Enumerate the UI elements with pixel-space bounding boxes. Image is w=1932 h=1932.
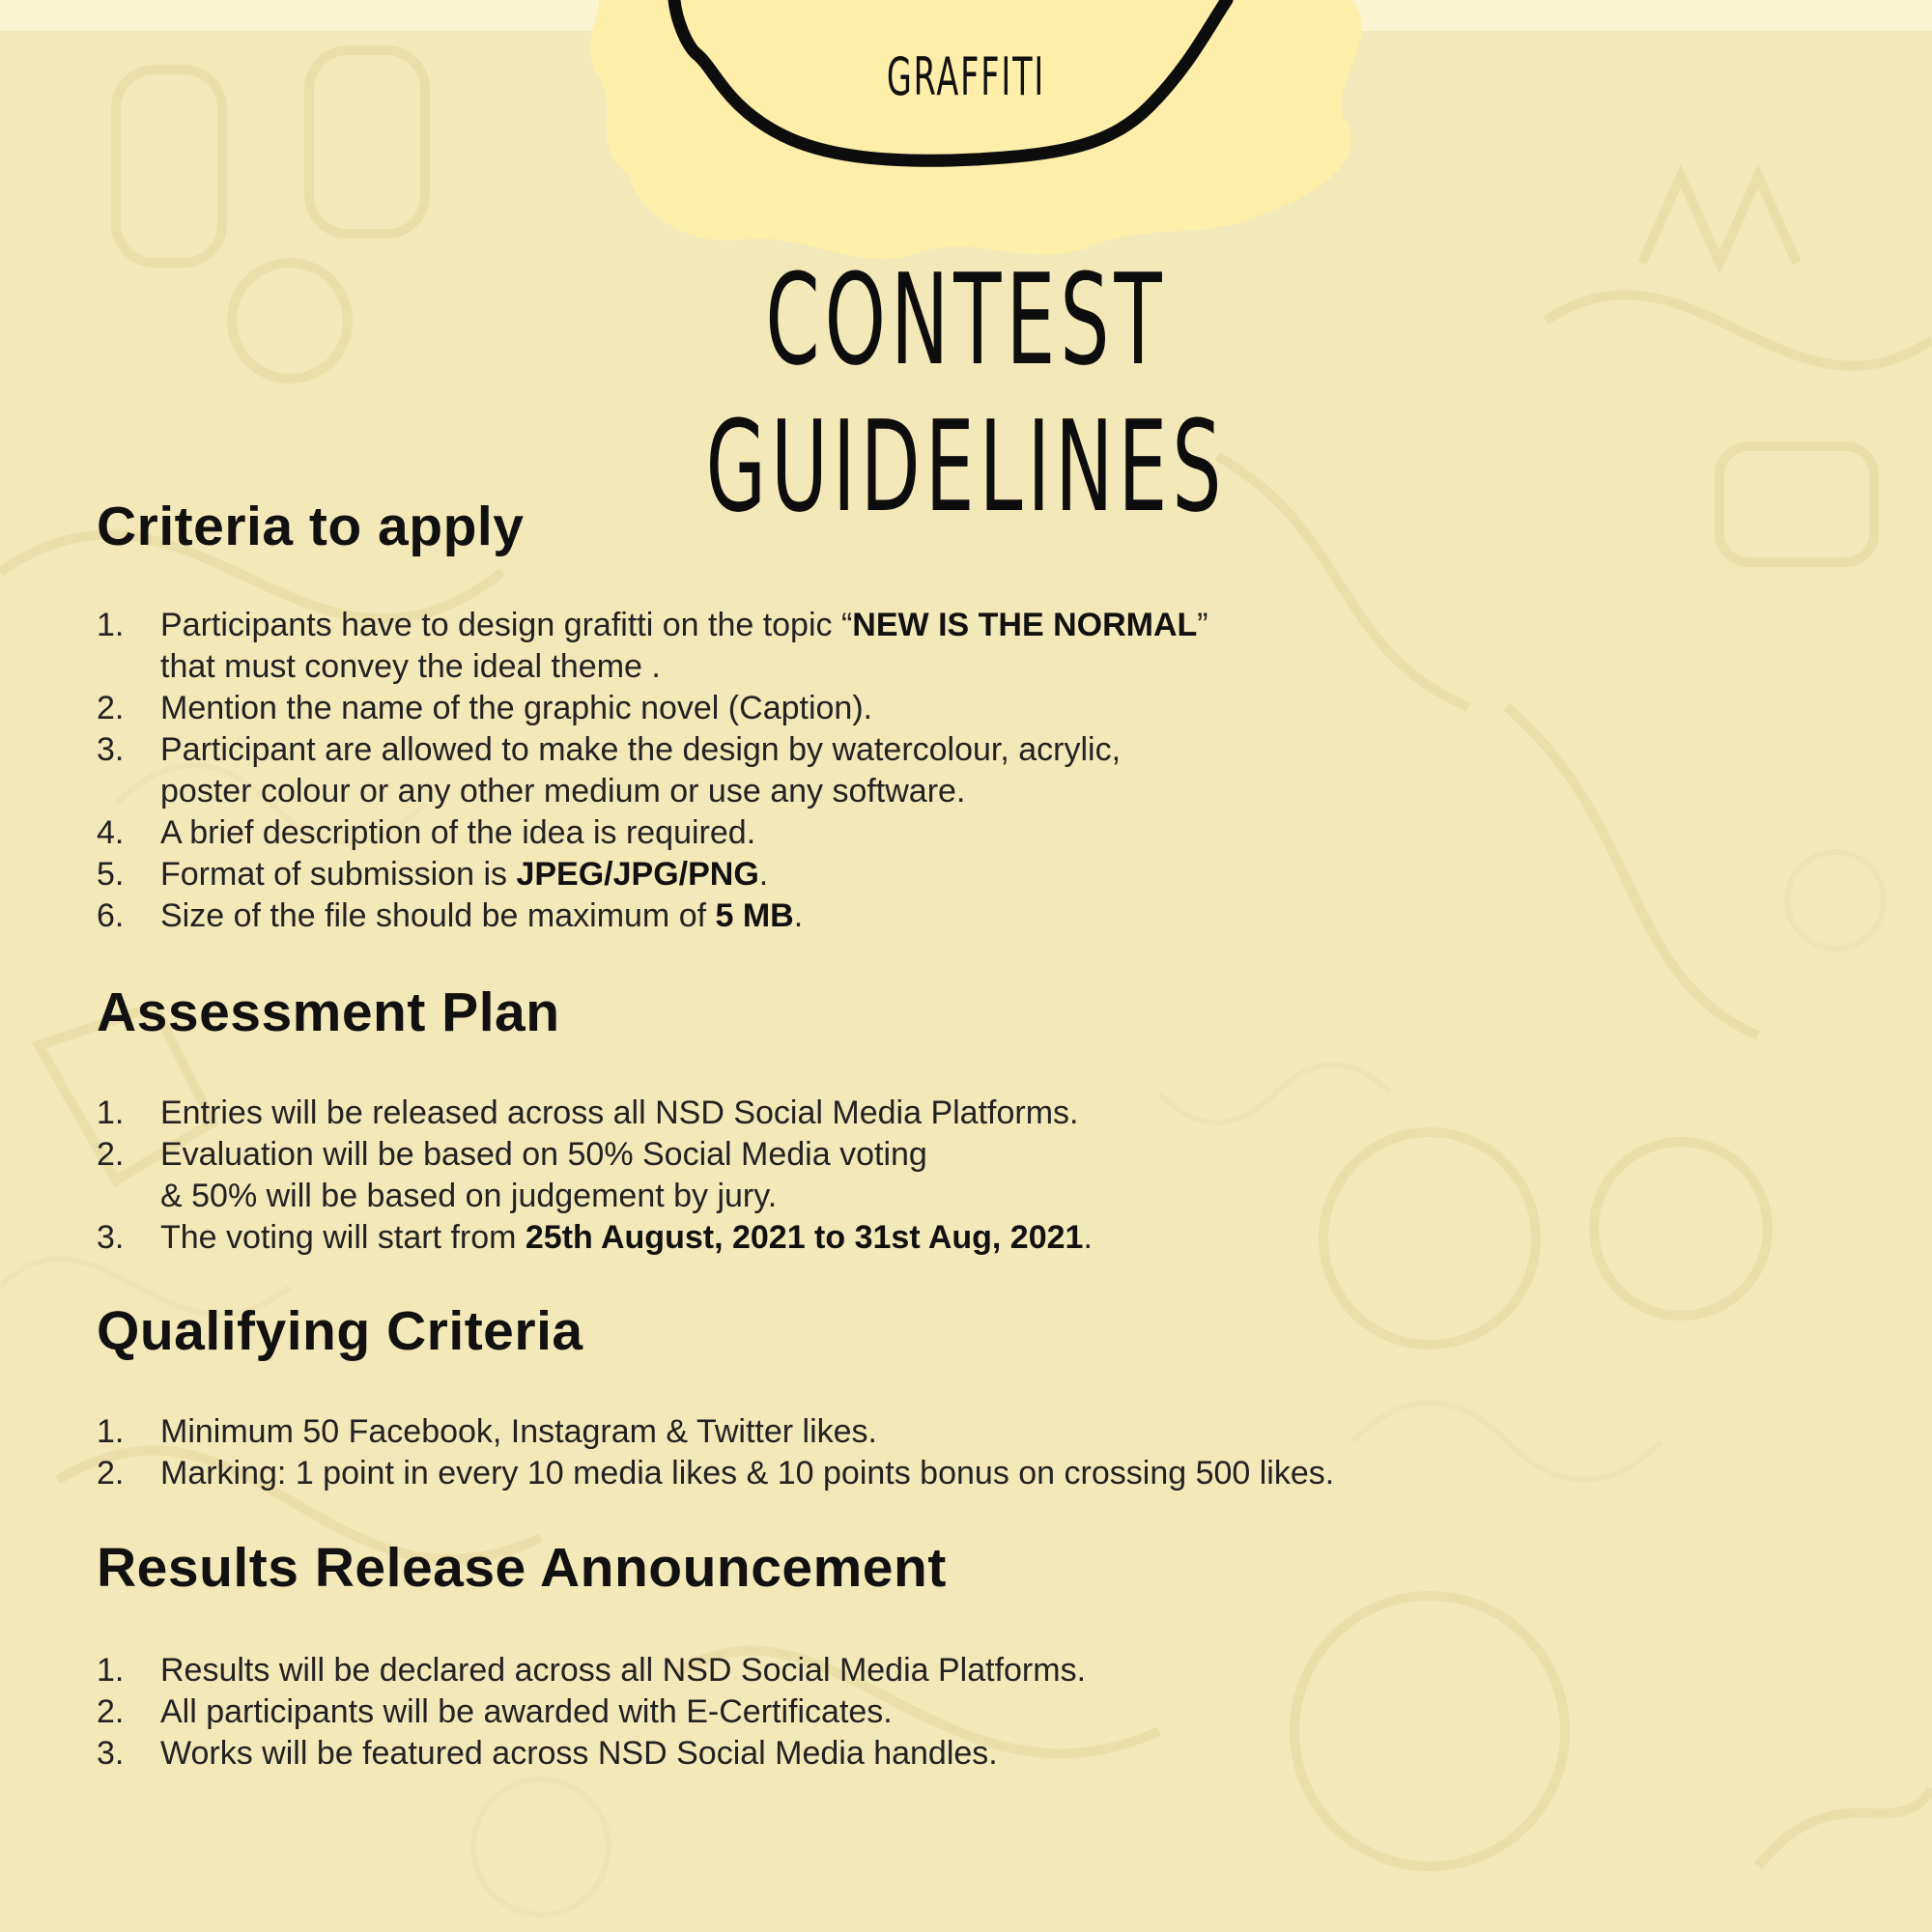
item-text-end: ” (1197, 607, 1208, 643)
item-number: 6. (97, 897, 125, 934)
item-number: 3. (97, 1735, 125, 1772)
assessment-heading: Assessment Plan (97, 981, 560, 1043)
assessment-section (97, 980, 1642, 1259)
item-text: Participants have to design grafitti on the topic “ (160, 607, 853, 643)
item-bold: JPEG/JPG/PNG (516, 856, 759, 893)
item-continuation: that must convey the ideal theme . (160, 648, 661, 685)
item-number: 1. (97, 1094, 125, 1131)
criteria-list (97, 605, 1642, 937)
item-bold: 5 MB (715, 897, 794, 934)
item-continuation: poster colour or any other medium or use any software. (160, 773, 966, 810)
qualifying-heading: Qualifying Criteria (97, 1300, 583, 1362)
results-heading: Results Release Announcement (97, 1537, 947, 1599)
list-item (97, 854, 1642, 895)
item-number: 2. (97, 1455, 125, 1492)
list-item (97, 688, 1642, 729)
qualifying-section (97, 1299, 1642, 1494)
results-section (97, 1536, 1642, 1775)
item-text: Minimum 50 Facebook, Instagram & Twitter likes. (160, 1413, 877, 1450)
item-text: All participants will be awarded with E-Certificates. (160, 1693, 893, 1730)
item-text: Mention the name of the graphic novel (Caption). (160, 690, 873, 726)
item-number: 3. (97, 731, 125, 768)
item-number: 4. (97, 814, 125, 851)
item-text: Size of the file should be maximum of (160, 897, 716, 934)
item-number: 1. (97, 607, 125, 643)
list-item (97, 1691, 1642, 1733)
list-item (97, 1093, 1642, 1134)
badge-label: GRAFFITI (886, 46, 1046, 107)
item-number: 2. (97, 690, 125, 726)
item-number: 1. (97, 1652, 125, 1689)
item-text-end: . (793, 897, 804, 934)
item-continuation: & 50% will be based on judgement by jury. (160, 1178, 778, 1214)
list-item (97, 1733, 1642, 1775)
list-item (97, 895, 1642, 937)
item-bold: 25th August, 2021 to 31st Aug, 2021 (525, 1219, 1084, 1256)
item-text: A brief description of the idea is required. (160, 814, 756, 851)
item-text: Format of submission is (160, 856, 517, 893)
item-number: 5. (97, 856, 125, 893)
assessment-list (97, 1093, 1642, 1259)
item-number: 2. (97, 1693, 125, 1730)
item-text: Works will be featured across NSD Social Media handles. (160, 1735, 998, 1772)
list-item (97, 812, 1642, 854)
list-item (97, 1650, 1642, 1691)
item-number: 2. (97, 1136, 125, 1173)
qualifying-list (97, 1411, 1642, 1494)
list-item (97, 729, 1642, 812)
item-text: Evaluation will be based on 50% Social Media voting (160, 1136, 927, 1173)
page-title: CONTEST GUIDELINES (705, 246, 1227, 540)
item-text: Marking: 1 point in every 10 media likes & 10 points bonus on crossing 500 likes. (160, 1455, 1335, 1492)
item-text: Results will be declared across all NSD Social Media Platforms. (160, 1652, 1087, 1689)
item-text-end: . (1083, 1219, 1093, 1256)
item-text: Entries will be released across all NSD Social Media Platforms. (160, 1094, 1079, 1131)
list-item (97, 1217, 1642, 1259)
item-number: 1. (97, 1413, 125, 1450)
list-item (97, 1134, 1642, 1217)
criteria-heading: Criteria to apply (97, 496, 525, 557)
list-item (97, 1453, 1642, 1494)
item-number: 3. (97, 1219, 125, 1256)
item-bold: NEW IS THE NORMAL (852, 607, 1198, 643)
list-item (97, 605, 1642, 688)
item-text: The voting will start from (160, 1219, 526, 1256)
item-text-end: . (758, 856, 769, 893)
graffiti-badge (570, 0, 1381, 270)
criteria-section (97, 495, 1642, 937)
list-item (97, 1411, 1642, 1453)
item-text: Participant are allowed to make the design by watercolour, acrylic, (160, 731, 1122, 768)
results-list (97, 1650, 1642, 1775)
